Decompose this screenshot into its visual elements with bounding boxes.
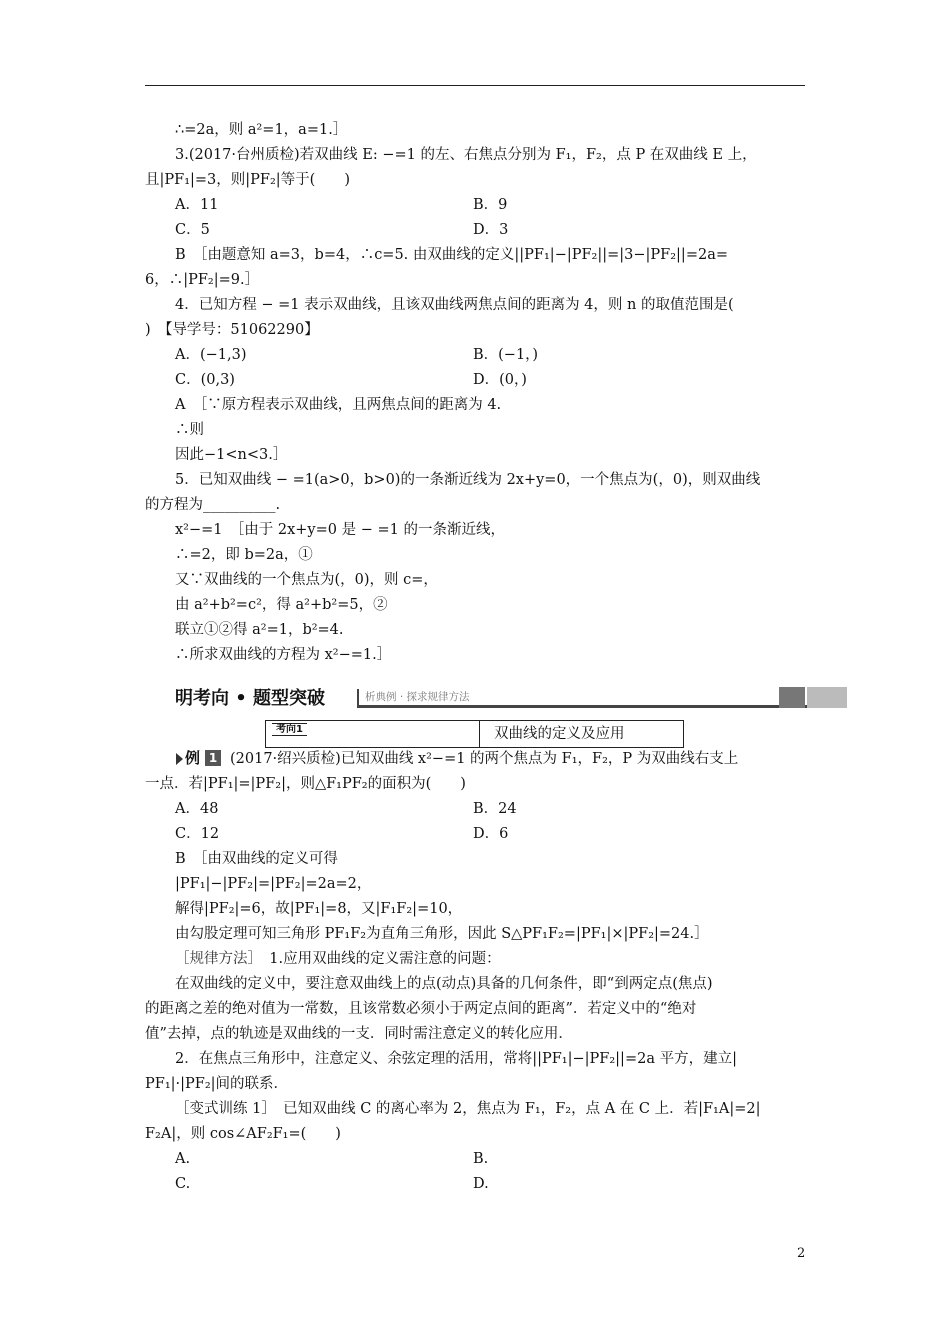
question-5-stem: 5．已知双曲线 − =1(a>0，b>0)的一条渐近线为 2x+y=0，一个焦点为(，0)，则双曲线 xyxy=(175,472,761,488)
method-line: 2．在焦点三角形中，注意定义、余弦定理的活用，常将||PF₁|−|PF₂||=2a 平方，建立| xyxy=(175,1051,737,1067)
option-d: D．6 xyxy=(473,826,509,842)
upper-content xyxy=(145,118,805,668)
direction-title: 双曲线的定义及应用 xyxy=(494,726,625,742)
option-a: A. xyxy=(175,1151,191,1167)
option-d: D．3 xyxy=(473,222,509,238)
q4-solution: ∴则 xyxy=(175,422,204,438)
option-c: C．12 xyxy=(175,826,220,842)
option-b: B．24 xyxy=(473,801,517,817)
q3-solution: B ［由题意知 a=3，b=4，∴c=5. 由双曲线的定义||PF₁|−|PF₂||=|3−|PF₂||=2a= xyxy=(175,247,728,263)
direction-header xyxy=(265,720,684,748)
banner-block-dark xyxy=(779,687,805,708)
practice-stem-cont: F₂A|，则 cos∠AF₂F₁=( ) xyxy=(145,1126,341,1142)
direction-label: 考向1 xyxy=(272,723,307,736)
q3-solution-cont: 6，∴|PF₂|=9.］ xyxy=(145,272,260,288)
ex-solution: B ［由双曲线的定义可得 xyxy=(175,851,338,867)
q5-solution: ∴所求双曲线的方程为 x²−=1.］ xyxy=(175,647,392,663)
q5-solution: 由 a²+b²=c²，得 a²+b²=5，② xyxy=(175,597,388,613)
question-3-stem-cont: 且|PF₁|=3，则|PF₂|等于( ) xyxy=(145,172,350,188)
option-a: A．(−1,3) xyxy=(175,347,247,363)
direction-divider xyxy=(479,721,480,747)
q5-solution: ∴=2，即 b=2a，① xyxy=(175,547,313,563)
example-word: 例 xyxy=(185,749,201,767)
option-b: B. xyxy=(473,1151,489,1167)
q3-options-row-1 xyxy=(145,193,805,218)
method-line xyxy=(145,947,805,972)
header-rule xyxy=(145,85,805,86)
practice-stem: ［变式训练 1］ 已知双曲线 C 的离心率为 2，焦点为 F₁，F₂，点 A 在 C 上．若|F₁A|=2| xyxy=(175,1101,761,1117)
option-c: C．5 xyxy=(175,222,210,238)
q5-solution: x²−=1 ［由于 2x+y=0 是 − =1 的一条渐近线， xyxy=(175,522,505,538)
section-banner xyxy=(175,687,847,711)
ex-solution: |PF₁|−|PF₂|=|PF₂|=2a=2， xyxy=(175,876,372,892)
banner-block-light xyxy=(807,687,847,708)
option-d: D．(0，) xyxy=(473,372,527,388)
example-stem: (2017·绍兴质检)已知双曲线 x²−=1 的两个焦点为 F₁，F₂，P 为双曲线右支上 xyxy=(230,751,739,767)
option-b: B．(−1，) xyxy=(473,347,539,363)
option-c: C. xyxy=(175,1176,191,1192)
q5-solution: 又∵双曲线的一个焦点为(，0)，则 c=， xyxy=(175,572,438,588)
example-stem-cont: 一点．若|PF₁|=|PF₂|，则△F₁PF₂的面积为( ) xyxy=(145,776,466,792)
banner-separator xyxy=(357,689,359,705)
text-line: ∴=2a，则 a²=1，a=1.］ xyxy=(175,122,348,138)
method-line: PF₁|·|PF₂|间的联系． xyxy=(145,1076,289,1092)
section-title: 明考向 • 题型突破 xyxy=(175,688,326,709)
method-line: 值”去掉，点的轨迹是双曲线的一支．同时需注意定义的转化应用． xyxy=(145,1026,573,1042)
method-line: 的距离之差的绝对值为一常数，且该常数必须小于两定点间的距离”．若定义中的“绝对 xyxy=(145,1001,697,1017)
q5-solution: 联立①②得 a²=1，b²=4. xyxy=(175,622,344,638)
example-number: 1 xyxy=(205,750,221,766)
ex-solution: 由勾股定理可知三角形 PF₁F₂为直角三角形，因此 S△PF₁F₂=|PF₁|×|PF₂|=24.］ xyxy=(175,926,709,942)
question-5-stem-cont: 的方程为__________. xyxy=(145,497,281,513)
ex-solution: 解得|PF₂|=6，故|PF₁|=8，又|F₁F₂|=10， xyxy=(175,901,463,917)
lower-content xyxy=(145,747,805,1197)
method-line: 在双曲线的定义中，要注意双曲线上的点(动点)具备的几何条件，即“到两定点(焦点) xyxy=(175,976,713,992)
q4-options-row-2 xyxy=(145,368,805,393)
method-text: 1.应用双曲线的定义需注意的问题： xyxy=(254,951,501,967)
question-3-stem: 3.(2017·台州质检)若双曲线 E: −=1 的左、右焦点分别为 F₁，F₂，点 P 在双曲线 E 上， xyxy=(175,147,757,163)
q4-solution: A ［∵原方程表示双曲线，且两焦点间的距离为 4. xyxy=(175,397,502,413)
option-a: A．11 xyxy=(175,197,219,213)
practice-options-row-2 xyxy=(145,1172,805,1197)
page-number: 2 xyxy=(797,1246,806,1261)
method-label: ［规律方法］ xyxy=(175,951,255,967)
ex-options-row-2 xyxy=(145,822,805,847)
option-b: B．9 xyxy=(473,197,508,213)
option-d: D. xyxy=(473,1176,489,1192)
q4-options-row-1 xyxy=(145,343,805,368)
question-4-stem-cont: ) 【导学号：51062290】 xyxy=(145,322,319,338)
section-subtitle: 析典例 · 探求规律方法 xyxy=(365,691,470,703)
q4-solution: 因此−1<n<3.］ xyxy=(175,447,288,463)
question-4-stem: 4．已知方程 − =1 表示双曲线，且该双曲线两焦点间的距离为 4，则 n 的取值范围是( xyxy=(175,297,734,313)
option-c: C．(0,3) xyxy=(175,372,235,388)
q3-options-row-2 xyxy=(145,218,805,243)
option-a: A．48 xyxy=(175,801,219,817)
practice-options-row-1 xyxy=(145,1147,805,1172)
banner-bar xyxy=(357,705,847,708)
ex-options-row-1 xyxy=(145,797,805,822)
